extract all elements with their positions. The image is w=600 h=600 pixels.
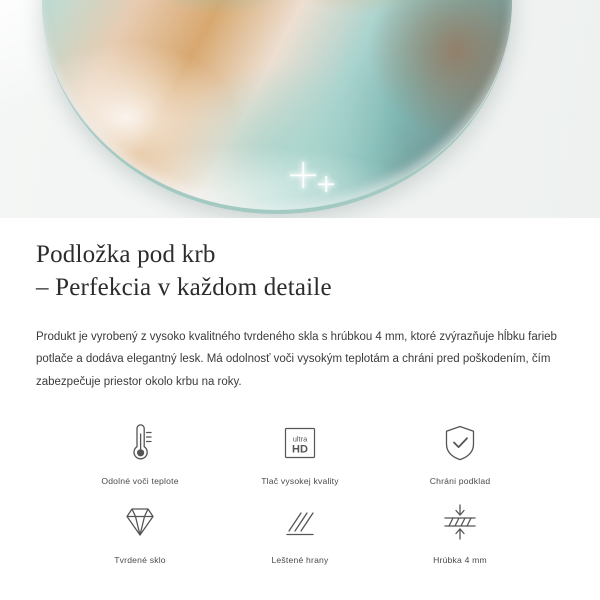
ultra-hd-icon [280,421,320,465]
feature-label: Leštené hrany [271,555,329,566]
page-title [36,238,564,304]
feature-item-tempered-glass [60,500,220,565]
shield-check-icon [440,421,480,465]
feature-label: Tlač vysokej kvality [261,476,339,487]
content-section [0,218,600,565]
feature-item-temperature [60,421,220,486]
svg-text:HD: HD [292,443,308,456]
feature-label: Hrúbka 4 mm [433,555,487,566]
feature-item-protects-surface [380,421,540,486]
feature-label: Tvrdené sklo [114,555,166,566]
headline-line-2: – Perfekcia v každom detaile [36,274,332,301]
feature-item-print-quality [220,421,380,486]
feature-label: Odolné voči teplote [101,476,179,487]
feature-item-polished-edges [220,500,380,565]
thickness-arrows-icon [438,500,482,544]
hero-image [0,0,600,218]
feature-grid [36,421,564,565]
thermometer-icon [122,421,158,465]
diamond-icon [119,500,161,544]
glass-plate-visual [42,0,512,210]
feature-item-thickness [380,500,540,565]
headline-line-1: Podložka pod krb [36,241,216,268]
svg-text:ultra: ultra [292,434,308,444]
description-paragraph: Produkt je vyrobený z vysoko kvalitného tvrdeného skla s hrúbkou 4 mm, ktoré zvýrazňuje hĺbku farieb potlače a dodáva elegantný lesk. Má odolnosť voči vysokým teplotám a chráni pred poškodením, čím zabezpečuje priestor okolo krbu na roky. [36,331,557,388]
polished-edges-icon [279,500,321,544]
feature-label: Chráni podklad [429,476,491,487]
